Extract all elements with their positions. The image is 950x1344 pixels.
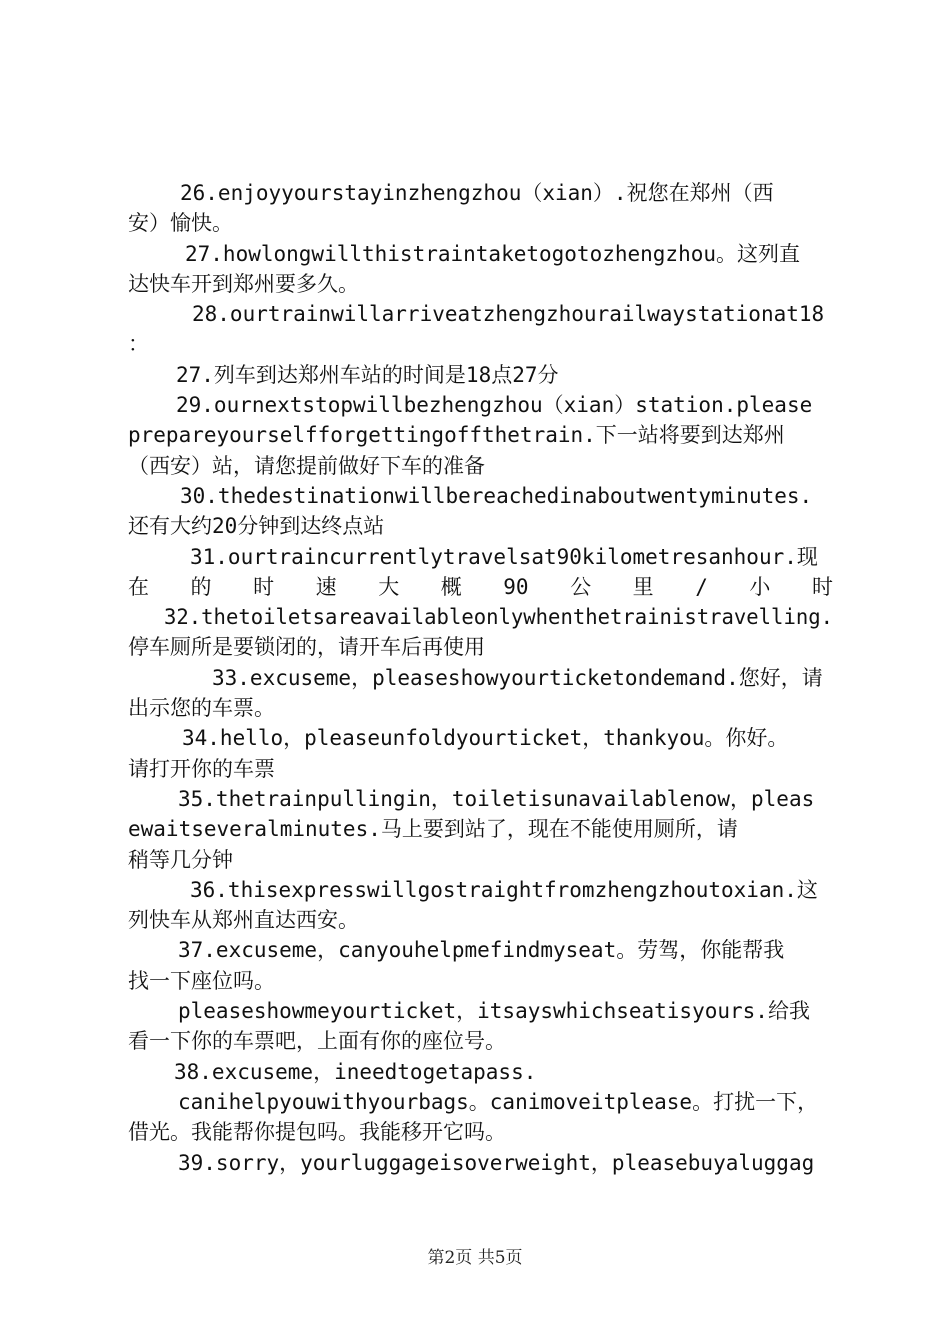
- justified-token: 的: [190, 574, 212, 599]
- text-line: [128, 239, 833, 269]
- text-line: [128, 875, 833, 905]
- line-text: 还有大约20分钟到达终点站: [128, 514, 385, 539]
- line-text: 出示您的车票。: [128, 696, 275, 721]
- text-line: [128, 814, 833, 844]
- line-text: 31.ourtraincurrentlytravelsat90kilometresanhour.现: [190, 544, 818, 569]
- justified-token: 里: [632, 574, 654, 599]
- line-text: canihelpyouwithyourbags。canimoveitplease。打扰一下，: [178, 1089, 819, 1114]
- line-text: 借光。我能帮你提包吗。我能移开它吗。: [128, 1120, 506, 1145]
- justified-token: 概: [440, 574, 462, 599]
- line-text: 稍等几分钟: [128, 847, 233, 872]
- justified-token: 在: [128, 574, 149, 599]
- text-line: [128, 632, 833, 662]
- justified-token: /: [695, 574, 708, 599]
- text-line: [128, 1057, 833, 1087]
- text-line: [128, 299, 833, 329]
- line-text: 停车厕所是要锁闭的，请开车后再使用: [128, 635, 485, 660]
- text-line: [128, 784, 833, 814]
- text-line: [128, 511, 833, 541]
- line-text: ：: [128, 332, 149, 357]
- text-line: [128, 663, 833, 693]
- line-text: 看一下你的车票吧，上面有你的座位号。: [128, 1029, 506, 1054]
- text-line: [128, 451, 833, 481]
- text-line: [128, 178, 833, 208]
- line-text: 29.ournextstopwillbezhengzhou（xian）station.please: [176, 393, 813, 418]
- line-text: 36.thisexpresswillgostraightfromzhengzhoutoxian.这: [190, 877, 818, 902]
- line-text: prepareyourselfforgettingoffthetrain.下一站将要到达郑州: [128, 423, 785, 448]
- text-line: [128, 390, 833, 420]
- line-text: pleaseshowmeyourticket，itsayswhichseatisyours.给我: [178, 999, 810, 1024]
- text-line: [128, 1148, 833, 1178]
- text-line: [128, 208, 833, 238]
- line-text: ewaitseveralminutes.马上要到站了，现在不能使用厕所，请: [128, 817, 738, 842]
- line-text: 28.ourtrainwillarriveatzhengzhourailwaystationat18: [192, 302, 825, 327]
- text-line: [128, 420, 833, 450]
- justified-token: 90: [503, 574, 529, 599]
- justified-token: 时: [253, 574, 275, 599]
- text-line: [128, 693, 833, 723]
- line-text: 达快车开到郑州要多久。: [128, 271, 359, 296]
- text-line: [128, 602, 833, 632]
- justified-token: 时: [811, 574, 833, 599]
- text-line: [128, 572, 833, 602]
- line-text: （西安）站，请您提前做好下车的准备: [128, 453, 485, 478]
- line-text: 30.thedestinationwillbereachedinaboutwentyminutes.: [180, 483, 813, 508]
- line-text: 34.hello，pleaseunfoldyourticket，thankyou。你好。: [182, 726, 789, 751]
- body-text: [128, 178, 833, 1178]
- line-text: 27.howlongwillthistraintaketogotozhengzhou。这列直: [185, 241, 801, 266]
- text-line: [128, 935, 833, 965]
- line-text: 37.excuseme，canyouhelpmefindmyseat。劳驾，你能帮我: [178, 938, 785, 963]
- text-line: [128, 360, 833, 390]
- text-line: [128, 1117, 833, 1147]
- text-line: [128, 1026, 833, 1056]
- justified-token: 速: [315, 574, 337, 599]
- justified-token: 小: [749, 574, 771, 599]
- justified-token: 公: [570, 574, 592, 599]
- line-text: 27.列车到达郑州车站的时间是18点27分: [176, 362, 559, 387]
- line-text: 列快车从郑州直达西安。: [128, 908, 359, 933]
- text-line: [128, 845, 833, 875]
- line-text: 26.enjoyyourstayinzhengzhou（xian）.祝您在郑州（西: [180, 181, 774, 205]
- text-line: [128, 542, 833, 572]
- text-line: [128, 1087, 833, 1117]
- text-line: [128, 996, 833, 1026]
- line-text: 32.thetoiletsareavailableonlywhenthetrainistravelling.: [164, 605, 834, 630]
- page-footer: 第2页 共5页: [427, 1248, 523, 1268]
- text-line: [128, 723, 833, 753]
- text-line: [128, 754, 833, 784]
- text-line: [128, 905, 833, 935]
- line-text: 39.sorry，yourluggageisoverweight，pleasebuyaluggag: [178, 1150, 815, 1175]
- line-text: 38.excuseme，ineedtogetapass.: [174, 1059, 537, 1084]
- text-line: [128, 966, 833, 996]
- line-text: 找一下座位吗。: [128, 968, 275, 993]
- text-line: [128, 481, 833, 511]
- line-text: 请打开你的车票: [128, 756, 275, 781]
- line-text: 安）愉快。: [128, 211, 233, 236]
- justified-token: 大: [378, 574, 400, 599]
- line-text: 33.excuseme，pleaseshowyourticketondemand.您好，请: [212, 665, 823, 690]
- line-text: 35.thetrainpullingin，toiletisunavailablenow，pleas: [178, 786, 815, 811]
- text-line: [128, 329, 833, 359]
- text-line: [128, 269, 833, 299]
